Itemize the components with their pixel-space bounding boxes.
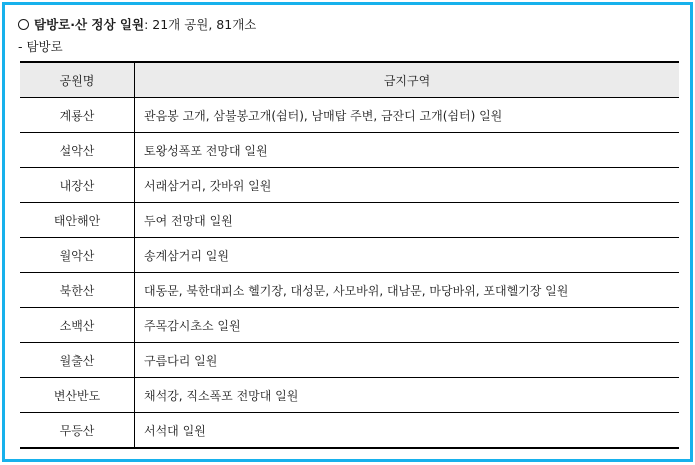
circle-bullet-icon — [18, 19, 29, 30]
prohibited-zones-table — [20, 61, 679, 449]
area-cell: 관음봉 고개, 삼불봉고개(쉼터), 남매탑 주변, 금잔디 고개(쉼터) 일원 — [135, 98, 680, 133]
area-cell: 구름다리 일원 — [135, 343, 680, 378]
section-heading-title: 탐방로·산 정상 일원 — [34, 17, 145, 32]
table-row — [20, 308, 679, 343]
column-header-area: 금지구역 — [135, 62, 680, 98]
area-cell: 송계삼거리 일원 — [135, 238, 680, 273]
area-cell: 채석강, 직소폭포 전망대 일원 — [135, 378, 680, 413]
area-cell: 대동문, 북한대피소 헬기장, 대성문, 사모바위, 대남문, 마당바위, 포대헬기장 일원 — [135, 273, 680, 308]
table-row — [20, 168, 679, 203]
table-header-row — [20, 62, 679, 98]
column-header-park: 공원명 — [20, 62, 135, 98]
table-row — [20, 133, 679, 168]
park-name-cell: 소백산 — [20, 308, 135, 343]
table-row — [20, 413, 679, 449]
area-cell: 토왕성폭포 전망대 일원 — [135, 133, 680, 168]
table-row — [20, 98, 679, 133]
subsection-label: - 탐방로 — [18, 39, 63, 54]
park-name-cell: 태안해안 — [20, 203, 135, 238]
table-row — [20, 203, 679, 238]
table-row — [20, 343, 679, 378]
section-heading — [18, 17, 256, 33]
park-name-cell: 변산반도 — [20, 378, 135, 413]
park-name-cell: 무등산 — [20, 413, 135, 449]
park-name-cell: 월악산 — [20, 238, 135, 273]
area-cell: 서석대 일원 — [135, 413, 680, 449]
document-frame — [2, 2, 693, 462]
park-name-cell: 내장산 — [20, 168, 135, 203]
section-heading-count: : 21개 공원, 81개소 — [144, 17, 257, 32]
park-name-cell: 계룡산 — [20, 98, 135, 133]
area-cell: 주목감시초소 일원 — [135, 308, 680, 343]
table-row — [20, 273, 679, 308]
table-row — [20, 238, 679, 273]
park-name-cell: 월출산 — [20, 343, 135, 378]
park-name-cell: 북한산 — [20, 273, 135, 308]
park-name-cell: 설악산 — [20, 133, 135, 168]
table-row — [20, 378, 679, 413]
area-cell: 서래삼거리, 갓바위 일원 — [135, 168, 680, 203]
area-cell: 두여 전망대 일원 — [135, 203, 680, 238]
